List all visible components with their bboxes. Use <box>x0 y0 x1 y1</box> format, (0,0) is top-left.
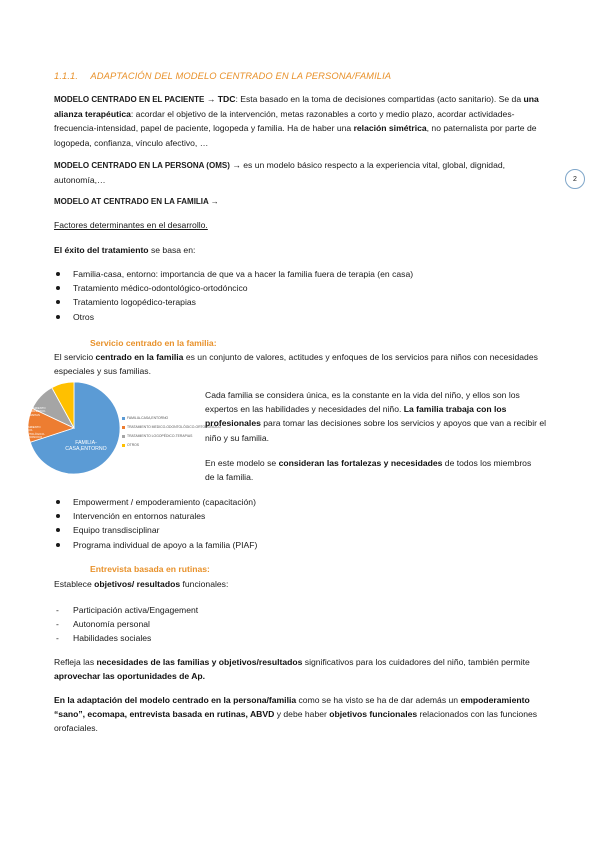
reflects-bold-2: aprovechar las oportunidades de Ap. <box>54 671 206 682</box>
family-service-paragraph <box>54 350 546 378</box>
side-text-2-bold: consideran las fortalezas y necesidades <box>278 458 443 468</box>
success-line <box>54 243 546 257</box>
patient-model-label: MODELO CENTRADO EN EL PACIENTE <box>54 95 205 104</box>
legend-item <box>122 443 139 447</box>
reflects-bold: necesidades de las familias y objetivos/resultados <box>96 657 303 667</box>
slice-label-family: FAMILIA-CASA,ENTORNO <box>65 440 107 452</box>
legend-swatch <box>122 417 125 420</box>
slice-label-speech: TRATAMIENTO LOGOPÉDICO-TERAPIAS <box>26 406 46 417</box>
legend-label: TRATAMIENTO LOGOPÉDICO-TERAPIAS <box>127 434 193 438</box>
factors-heading: Factores determinantes en el desarrollo. <box>54 220 208 230</box>
side-text-1-b: para tomar las decisiones sobre los servicios y apoyos que van a recibir el niño y su familia. <box>205 418 547 443</box>
family-service-bold: centrado en la familia <box>95 352 184 362</box>
therapeutic-alliance: una alianza terapéutica <box>54 94 539 120</box>
pie-chart <box>14 380 222 480</box>
list-item: Familia-casa, entorno: importancia de que va a hacer la familia fuera de terapia (en casa) <box>54 267 546 281</box>
section-heading <box>54 69 554 83</box>
legend-label: TRATAMIENTO MEDICO-ODONTOLÓGICO-ORTODONCICO <box>127 425 222 429</box>
conclusion-text-2: y debe haber <box>274 709 330 720</box>
legend-item <box>122 434 192 438</box>
section-title: ADAPTACIÓN DEL MODELO CENTRADO EN LA PERSONA/FAMILIA <box>90 70 392 81</box>
page-number-badge: 2 <box>565 169 585 189</box>
patient-model-paragraph <box>54 92 546 150</box>
person-model-paragraph <box>54 158 524 187</box>
routine-list <box>54 603 546 646</box>
legend-swatch <box>122 426 125 429</box>
routines-heading: Entrevista basada en rutinas: <box>90 564 210 574</box>
legend-label: OTROS <box>127 443 140 447</box>
list-item: Tratamiento médico-odontológico-ortodóncico <box>54 281 546 295</box>
routines-bold: objetivos/ resultados <box>94 579 181 589</box>
person-model-text: → es un modelo básico respecto a la experiencia vital, global, dignidad, autonomía,… <box>54 160 506 186</box>
side-text-2-b: de todos los miembros de la familia. <box>205 458 532 483</box>
patient-model-text-3: , no paternalista por parte de logopeda, confianza, vínculo afectivo, … <box>54 123 537 148</box>
list-item: - Autonomía personal <box>54 617 546 631</box>
conclusion-text-3: relacionados con las funciones orofaciales. <box>54 709 538 734</box>
family-model-label: MODELO AT CENTRADO EN LA FAMILIA → <box>54 197 219 206</box>
person-model-label: MODELO CENTRADO EN LA PERSONA (OMS) <box>54 161 230 170</box>
patient-model-arrow: → <box>204 94 218 104</box>
side-text-2 <box>205 456 535 484</box>
patient-model-text-2: : acordar el objetivo de la intervención, metas razonables a corto y medio plazo, acordar actividades-frecuencia-intensidad, papel de paciente, logopeda y familia. Ha de haber una <box>54 109 515 134</box>
routines-text: Establece <box>54 579 95 589</box>
slice-label-medical: TRATAMIENTO MEDICO-ODONTOLÓGICO-ORTODONCICO <box>21 425 46 440</box>
side-text-1 <box>205 388 548 445</box>
patient-model-text: : Esta basado en la toma de decisiones compartidas (acto sanitario). Se da <box>235 94 524 104</box>
legend-label: FAMILIA-CASA,ENTORNO <box>127 416 169 420</box>
symmetric-relation: relación simétrica <box>353 123 427 134</box>
reflects-paragraph <box>54 655 546 683</box>
family-service-heading: Servicio centrado en la familia: <box>90 338 217 348</box>
success-text: se basa en: <box>148 245 196 255</box>
conclusion-bold: En la adaptación del modelo centrado en la persona/familia <box>54 695 297 705</box>
routines-text-2: funcionales: <box>180 579 229 589</box>
conclusion-paragraph <box>54 693 546 736</box>
legend-item <box>122 416 168 420</box>
side-text-1-a: Cada familia se considera única, es la constante en la vida del niño, y ellos son los expertos en las habilidades y necesidades del niño. <box>205 390 520 415</box>
list-item: Programa individual de apoyo a la familia (PIAF) <box>54 538 546 552</box>
side-text-1-bold: La familia trabaja con los profesionales <box>205 404 507 429</box>
side-text-2-a: En este modelo se <box>205 458 279 468</box>
family-model-label-line <box>54 194 546 209</box>
list-item: Tratamiento logopédico-terapias <box>54 295 546 309</box>
conclusion-bold-3: objetivos funcionales <box>329 709 418 720</box>
principles-list <box>54 495 546 552</box>
list-item: - Participación activa/Engagement <box>54 603 546 617</box>
reflects-text-2: significativos para los cuidadores del niño, también permite <box>302 657 530 667</box>
success-list <box>54 267 546 324</box>
reflects-text: Refleja las <box>54 657 97 667</box>
conclusion-bold-2: empoderamiento “sano”, ecomapa, entrevista basada en rutinas, ABVD <box>54 695 530 720</box>
tdc-label: TDC <box>217 94 236 104</box>
list-item: Empowerment / empoderamiento (capacitación) <box>54 495 546 509</box>
legend-swatch <box>122 435 125 438</box>
pie-legend <box>122 416 222 466</box>
success-bold: El éxito del tratamiento <box>54 245 149 255</box>
routines-line <box>54 577 546 591</box>
conclusion-text: como se ha visto se ha de dar además un <box>296 695 461 705</box>
list-item: - Habilidades sociales <box>54 631 546 645</box>
family-service-text: El servicio <box>54 352 96 362</box>
list-item: Otros <box>54 310 546 324</box>
legend-swatch <box>122 444 125 447</box>
list-item: Intervención en entornos naturales <box>54 509 546 523</box>
section-number: 1.1.1. <box>54 70 79 81</box>
family-service-text-2: es un conjunto de valores, actitudes y enfoques de los servicios para niños con necesidades especiales y sus familias. <box>54 352 538 377</box>
list-item: Equipo transdisciplinar <box>54 523 546 537</box>
